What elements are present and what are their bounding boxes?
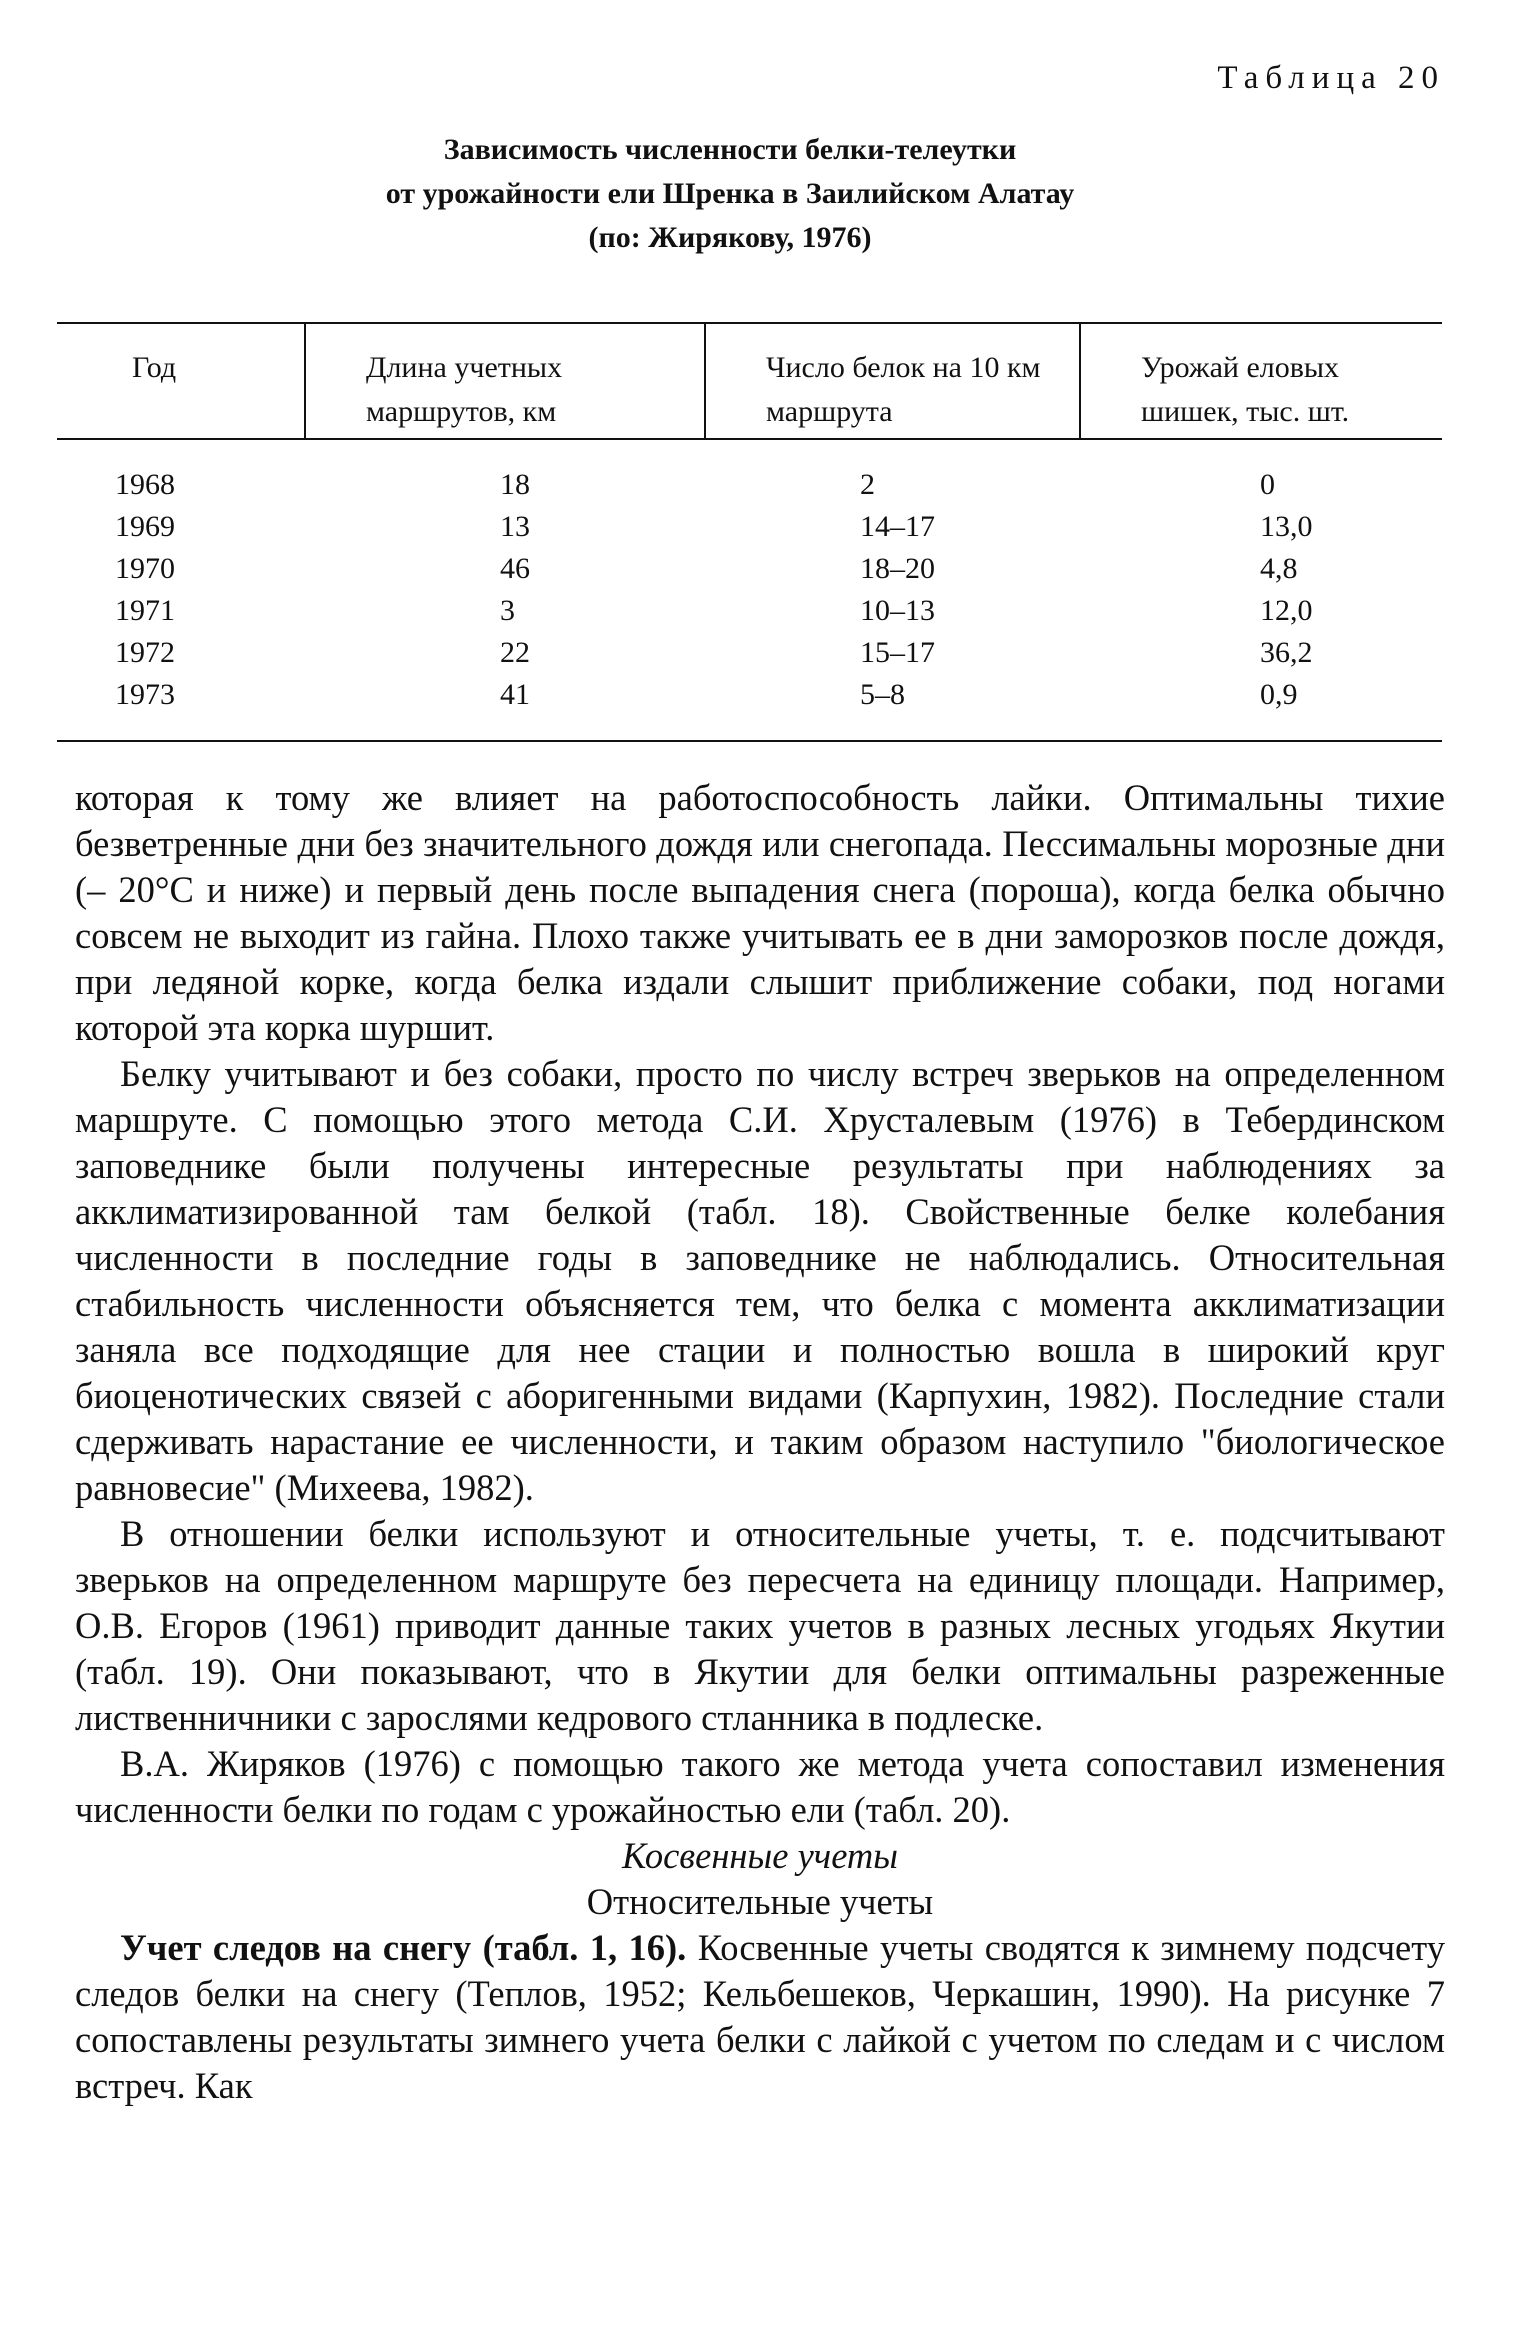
header-squirrel-count: Число белок на 10 км маршрута [705, 323, 1080, 439]
cell-year: 1972 [115, 636, 175, 669]
paragraph: В отношении белки используют и относительные учеты, т. е. подсчитывают зверьков на определенном маршруте без пересчета на единицу площади. Например, О.В. Егоров (1961) приводит данные таких учетов в разных лесных угодьях Якутии (табл. 19). Они показывают, что в Якутии для белки оптимальны разреженные лиственничники с зарослями кедрового стланника в подлеске. [75, 1513, 1445, 1738]
cell-route-length: 46 [500, 552, 530, 585]
cell-cone-yield: 12,0 [1260, 594, 1313, 627]
table-row [57, 674, 1442, 741]
caption-line: Зависимость численности белки-телеутки [443, 133, 1017, 166]
cell-squirrel-count: 2 [860, 468, 875, 501]
cell-cone-yield: 0 [1260, 468, 1275, 501]
table-label: Таблица 20 [1217, 60, 1445, 96]
cell-squirrel-count: 14–17 [860, 510, 935, 543]
table-row [57, 632, 1442, 674]
cell-year: 1971 [115, 594, 175, 627]
caption-line: (по: Жирякову, 1976) [588, 221, 872, 254]
table-row [57, 590, 1442, 632]
caption-line: от урожайности ели Шренка в Заилийском Алатау [385, 177, 1075, 210]
cell-squirrel-count: 18–20 [860, 552, 935, 585]
table-row [57, 506, 1442, 548]
cell-squirrel-count: 10–13 [860, 594, 935, 627]
header-cone-yield: Урожай еловых шишек, тыс. шт. [1080, 323, 1442, 439]
paragraph: В.А. Жиряков (1976) с помощью такого же метода учета сопоставил изменения численности белки по годам с урожайностью ели (табл. 20). [75, 1743, 1445, 1830]
cell-route-length: 41 [305, 674, 705, 741]
cell-route-length: 3 [500, 594, 515, 627]
cell-cone-yield: 13,0 [1260, 510, 1313, 543]
header-year: Год [57, 323, 305, 439]
cell-year: 1973 [57, 674, 305, 741]
paragraph [75, 1925, 1445, 2109]
cell-year: 1968 [115, 468, 175, 501]
cell-cone-yield: 0,9 [1080, 674, 1442, 741]
paragraph-text: Косвенные учеты сводятся к зимнему подсчету следов белки на снегу (Теплов, 1952; Кельбешеков, Черкашин, 1990). На рисунке 7 сопоставлены результаты зимнего учета белки с лайкой с учетом по следам и с числом встреч. Как [75, 1927, 1445, 2106]
table-row [57, 548, 1442, 590]
table-row [57, 439, 1442, 506]
paragraph: Белку учитывают и без собаки, просто по числу встреч зверьков на определенном маршруте. С помощью этого метода С.И. Хрусталевым (1976) в Тебердинском заповеднике были получены интересные результаты при наблюдениях за акклиматизированной там белкой (табл. 18). Свойственные белке колебания численности в последние годы в заповеднике не наблюдались. Относительная стабильность численности объясняется тем, что белка с момента акклиматизации заняла все подходящие для нее стации и полностью вошла в широкий круг биоценотических связей с аборигенными видами (Карпухин, 1982). Последние стали сдерживать нарастание ее численности, и таким образом наступило "биологическое равновесие" (Михеева, 1982). [75, 1053, 1445, 1508]
cell-squirrel-count: 5–8 [705, 674, 1080, 741]
table-caption [75, 128, 1385, 260]
subsection-title: Относительные учеты [586, 1881, 934, 1922]
cell-year: 1969 [115, 510, 175, 543]
paragraph: которая к тому же влияет на работоспособность лайки. Оптимальны тихие безветренные дни без значительного дождя или снегопада. Пессимальны морозные дни (– 20°С и ниже) и первый день после выпадения снега (пороша), когда белка обычно совсем не выходит из гайна. Плохо также учитывать ее в дни заморозков после дождя, при ледяной корке, когда белка издали слышит приближение собаки, под ногами которой эта корка шуршит. [75, 777, 1445, 1048]
cell-route-length: 13 [500, 510, 530, 543]
body-text [75, 775, 1445, 2109]
data-table [57, 322, 1442, 742]
cell-cone-yield: 36,2 [1260, 636, 1313, 669]
section-title: Косвенные учеты [621, 1835, 898, 1876]
table-header-row [57, 323, 1442, 439]
cell-year: 1970 [115, 552, 175, 585]
cell-route-length: 22 [500, 636, 530, 669]
cell-squirrel-count: 15–17 [860, 636, 935, 669]
header-route-length: Длина учетных маршрутов, км [305, 323, 705, 439]
cell-route-length: 18 [500, 468, 530, 501]
cell-cone-yield: 4,8 [1260, 552, 1298, 585]
run-in-heading: Учет следов на снегу (табл. 1, 16). [120, 1927, 687, 1968]
